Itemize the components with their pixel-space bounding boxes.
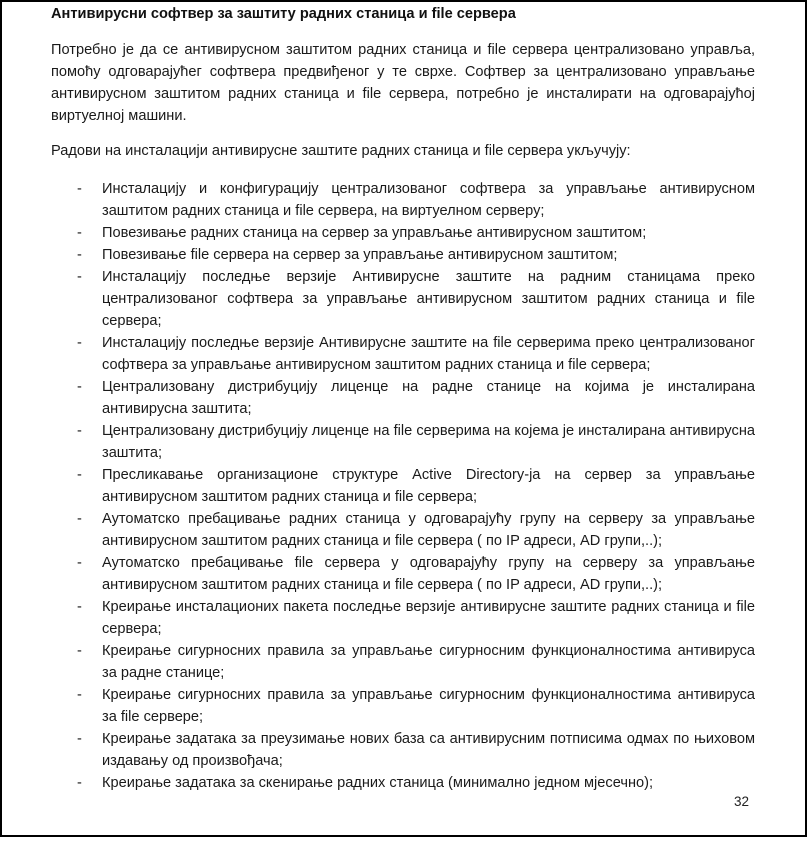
- list-item-text: Повезивање радних станица на сервер за управљање антивирусном заштитом;: [102, 225, 647, 241]
- bullet-dash: -: [77, 423, 82, 439]
- bullet-dash: -: [77, 555, 82, 571]
- list-item-text: Креирање сигурносних правила за управљање сигурносним функционалностима антивируса за радне станице;: [102, 643, 755, 681]
- list-item: [51, 728, 755, 772]
- list-item-text: Инсталацију последње верзије Антивирусне заштите на радним станицама преко централизованог софтвера за управљање антивирусном заштитом радних станица и file сервера;: [102, 269, 755, 329]
- list-item: [51, 420, 755, 464]
- list-item-text: Креирање задатака за преузимање нових база са антивирусним потписима одмах по њиховом издавању од произвођача;: [102, 731, 755, 769]
- document-body: [51, 4, 755, 794]
- bullet-dash: -: [77, 247, 82, 263]
- list-item: [51, 244, 755, 266]
- bullet-dash: -: [77, 379, 82, 395]
- bullet-dash: -: [77, 599, 82, 615]
- list-item-text: Креирање инсталационих пакета последње верзије антивирусне заштите радних станица и file сервера;: [102, 599, 755, 637]
- list-intro-paragraph: Радови на инсталацији антивирусне заштите радних станица и file сервера укључују:: [51, 143, 631, 159]
- list-item-text: Аутоматско пребацивање file сервера у одговарајућу групу на серверу за управљање антивирусном заштитом радних станица и file сервера ( по IP адреси, AD групи,..);: [102, 555, 755, 593]
- bullet-dash: -: [77, 643, 82, 659]
- list-item-text: Аутоматско пребацивање радних станица у одговарајућу групу на серверу за управљање антивирусном заштитом радних станица и file сервера ( по IP адреси, AD групи,..);: [102, 511, 755, 549]
- bullet-dash: -: [77, 335, 82, 351]
- bullet-dash: -: [77, 687, 82, 703]
- bullet-dash: -: [77, 181, 82, 197]
- list-item: [51, 464, 755, 508]
- page-number: 32: [733, 794, 749, 809]
- list-item: [51, 552, 755, 596]
- section-heading: Антивирусни софтвер за заштиту радних станица и file сервера: [51, 6, 516, 22]
- list-item: [51, 508, 755, 552]
- list-item-text: Инсталацију и конфигурацију централизованог софтвера за управљање антивирусном заштитом радних станица и file сервера, на виртуелном серверу;: [102, 181, 755, 219]
- list-item-text: Пресликавање организационе структуре Active Directory-ја на сервер за управљање антивирусном заштитом радних станица и file сервера;: [102, 467, 755, 505]
- list-item-text: Креирање задатака за скенирање радних станица (минимално једном мјесечно);: [102, 775, 654, 791]
- list-item-text: Креирање сигурносних правила за управљање сигурносним функционалностима антивируса за file сервере;: [102, 687, 755, 725]
- list-item-text: Повезивање file сервера на сервер за управљање антивирусном заштитом;: [102, 247, 618, 263]
- list-item: [51, 772, 755, 794]
- bullet-dash: -: [77, 511, 82, 527]
- list-item: [51, 684, 755, 728]
- bullet-dash: -: [77, 731, 82, 747]
- list-item: [51, 266, 755, 332]
- list-item-text: Централизовану дистрибуцију лиценце на file серверима на којема је инсталирана антивирусна заштита;: [102, 423, 755, 461]
- bullet-dash: -: [77, 775, 82, 791]
- list-item: [51, 596, 755, 640]
- bullet-dash: -: [77, 467, 82, 483]
- list-item: [51, 222, 755, 244]
- list-item: [51, 640, 755, 684]
- work-items-list: [51, 178, 755, 794]
- list-item: [51, 178, 755, 222]
- bullet-dash: -: [77, 225, 82, 241]
- intro-paragraph: Потребно је да се антивирусном заштитом радних станица и file сервера централизовано управља, помоћу одговарајућег софтвера предвиђеног у те сврхе. Софтвер за централизовано управљање антивирусном заштитом радних станица и file сервера, потребно је инсталирати на одговарајућој виртуелној машини.: [51, 42, 755, 124]
- list-item: [51, 376, 755, 420]
- list-item-text: Централизовану дистрибуцију лиценце на радне станице на којима је инсталирана антивирусна заштита;: [102, 379, 755, 417]
- list-item: [51, 332, 755, 376]
- bullet-dash: -: [77, 269, 82, 285]
- list-item-text: Инсталацију последње верзије Антивирусне заштите на file серверима преко централизованог софтвера за управљање антивирусном заштитом радних станица и file сервера;: [102, 335, 755, 373]
